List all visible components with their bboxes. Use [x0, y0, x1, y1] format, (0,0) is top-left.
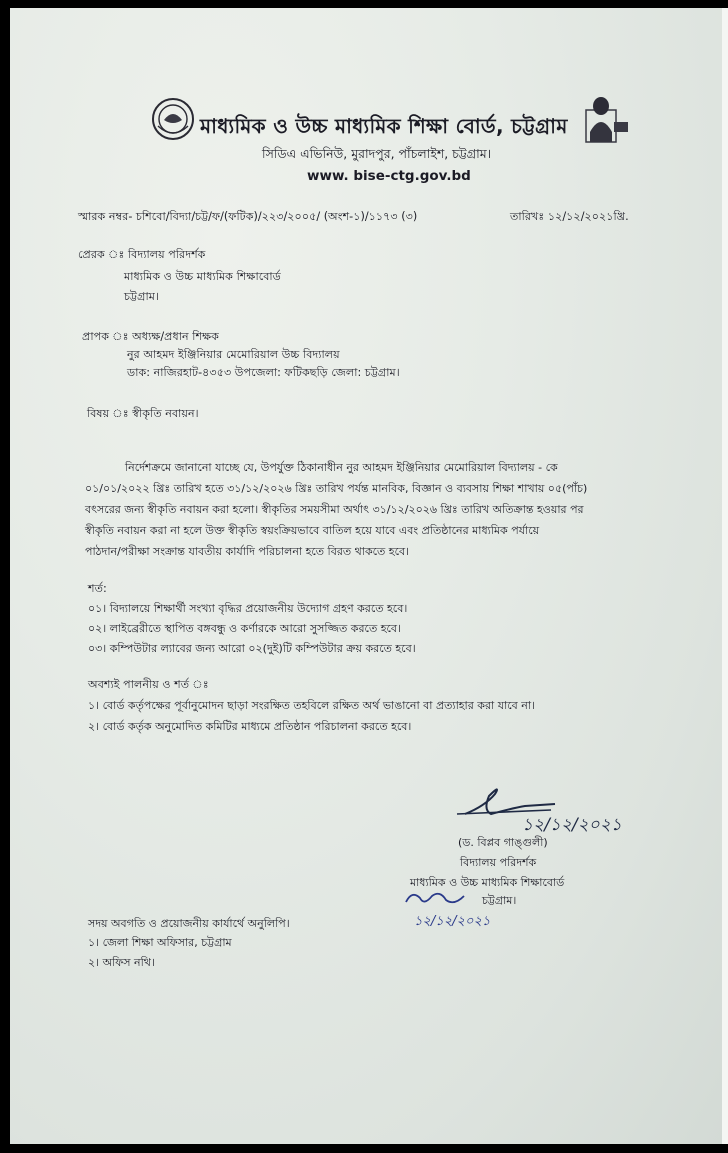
recipient-line-1: প্রাপক ঃ অধ্যক্ষ/প্রধান শিক্ষক — [82, 330, 219, 343]
copies-heading: সদয় অবগতি ও প্রয়োজনীয় কার্যার্থে অনুলিপি। — [88, 917, 290, 930]
board-title: মাধ্যমিক ও উচ্চ মাধ্যমিক শিক্ষা বোর্ড, চট্টগ্রাম — [200, 114, 568, 138]
condition-item-3: ০৩। কম্পিউটার ল্যাবের জন্য আরো ০২(দুই)টি কম্পিউটার ক্রয় করতে হবে। — [88, 642, 416, 655]
signature-date-handwritten: ১২/১২/২০২১ — [522, 815, 622, 835]
memo-number: স্মারক নম্বর- চশিবো/বিদ্যা/চট্ট/ফ/(ফটিক)/২২৩/২০০৫/ (অংশ-১)/১১৭৩ (৩) — [78, 210, 418, 223]
body-line-2: ০১/০১/২০২২ খ্রিঃ তারিখ হতে ৩১/১২/২০২৬ খ্রিঃ তারিখ পর্যন্ত মানবিক, বিজ্ঞান ও ব্যবসায় শিক্ষা শাখায় ০৫(পাঁচ) — [85, 482, 588, 495]
body-line-1: নির্দেশক্রমে জানানো যাচ্ছে যে, উপর্যুক্ত ঠিকানাধীন নুর আহমদ ইঞ্জিনিয়ার মেমোরিয়াল বিদ্যালয় - কে — [125, 461, 558, 474]
subject-line: বিষয় ঃ স্বীকৃতি নবায়ন। — [87, 407, 199, 420]
condition-item-1: ০১। বিদ্যালয়ে শিক্ষার্থী সংখ্যা বৃদ্ধির প্রয়োজনীয় উদ্যোগ গ্রহণ করতে হবে। — [88, 602, 408, 615]
sender-line-2: মাধ্যমিক ও উচ্চ মাধ্যমিক শিক্ষাবোর্ড — [124, 270, 281, 283]
body-line-4: স্বীকৃতি নবায়ন করা না হলে উক্ত স্বীকৃতি স্বয়ংক্রিয়ভাবে বাতিল হয়ে যাবে এবং প্রতিষ্ঠানের মাধ্যমিক পর্যায়ে — [85, 524, 540, 537]
second-date-handwritten: ১২/১২/২০২১ — [414, 914, 491, 929]
mandatory-heading: অবশ্যই পালনীয় ও শর্ত ঃ — [88, 678, 209, 691]
signatory-name: (ড. বিপ্লব গাঙ্গুলী) — [458, 836, 548, 849]
board-website: www. bise-ctg.gov.bd — [307, 168, 471, 184]
mandatory-item-2: ২। বোর্ড কর্তৃক অনুমোদিত কমিটির মাধ্যমে প্রতিষ্ঠান পরিচালনা করতে হবে। — [88, 720, 412, 733]
signatory-city: চট্টগ্রাম। — [482, 894, 517, 907]
sender-line-1: প্রেরক ঃ বিদ্যালয় পরিদর্শক — [78, 248, 206, 261]
recipient-line-3: ডাক: নাজিরহাট-৪৩৫৩ উপজেলা: ফটিকছড়ি জেলা: চট্টগ্রাম। — [127, 366, 400, 379]
board-address: সিডিএ এভিনিউ, মুরাদপুর, পাঁচলাইশ, চট্টগ্রাম। — [262, 146, 492, 161]
body-line-3: বৎসরের জন্য স্বীকৃতি নবায়ন করা হলো। স্বীকৃতির সময়সীমা অর্থাৎ ৩১/১২/২০২৬ খ্রিঃ তারিখ অতিক্রান্ত হওয়ার পর — [85, 503, 584, 516]
copy-item-1: ১। জেলা শিক্ষা অফিসার, চট্টগ্রাম — [88, 936, 232, 949]
sender-line-3: চট্টগ্রাম। — [124, 290, 159, 303]
signatory-designation: বিদ্যালয় পরিদর্শক — [460, 856, 537, 869]
signatory-office: মাধ্যমিক ও উচ্চ মাধ্যমিক শিক্ষাবোর্ড — [410, 876, 565, 889]
document-page — [10, 8, 728, 1144]
initial-scribble — [402, 888, 472, 910]
board-logo — [150, 96, 196, 142]
mandatory-item-1: ১। বোর্ড কর্তৃপক্ষের পূর্বানুমোদন ছাড়া সংরক্ষিত তহবিলে রক্ষিত অর্থ ভাঙানো বা প্রত্যাহার করা যাবে না। — [88, 699, 535, 712]
portrait-emblem — [572, 92, 630, 148]
conditions-heading: শর্ত: — [88, 582, 107, 595]
memo-date: তারিখঃ ১২/১২/২০২১খ্রি. — [510, 210, 629, 223]
condition-item-2: ০২। লাইব্রেরীতে স্থাপিত বঙ্গবন্ধু ও কর্ণারকে আরো সুসজ্জিত করতে হবে। — [88, 622, 401, 635]
recipient-line-2: নুর আহমদ ইঞ্জিনিয়ার মেমোরিয়াল উচ্চ বিদ্যালয় — [127, 348, 340, 361]
copy-item-2: ২। অফিস নথি। — [88, 956, 155, 969]
body-line-5: পাঠদান/পরীক্ষা সংক্রান্ত যাবতীয় কার্যাদি পরিচালনা হতে বিরত থাকতে হবে। — [85, 545, 410, 558]
